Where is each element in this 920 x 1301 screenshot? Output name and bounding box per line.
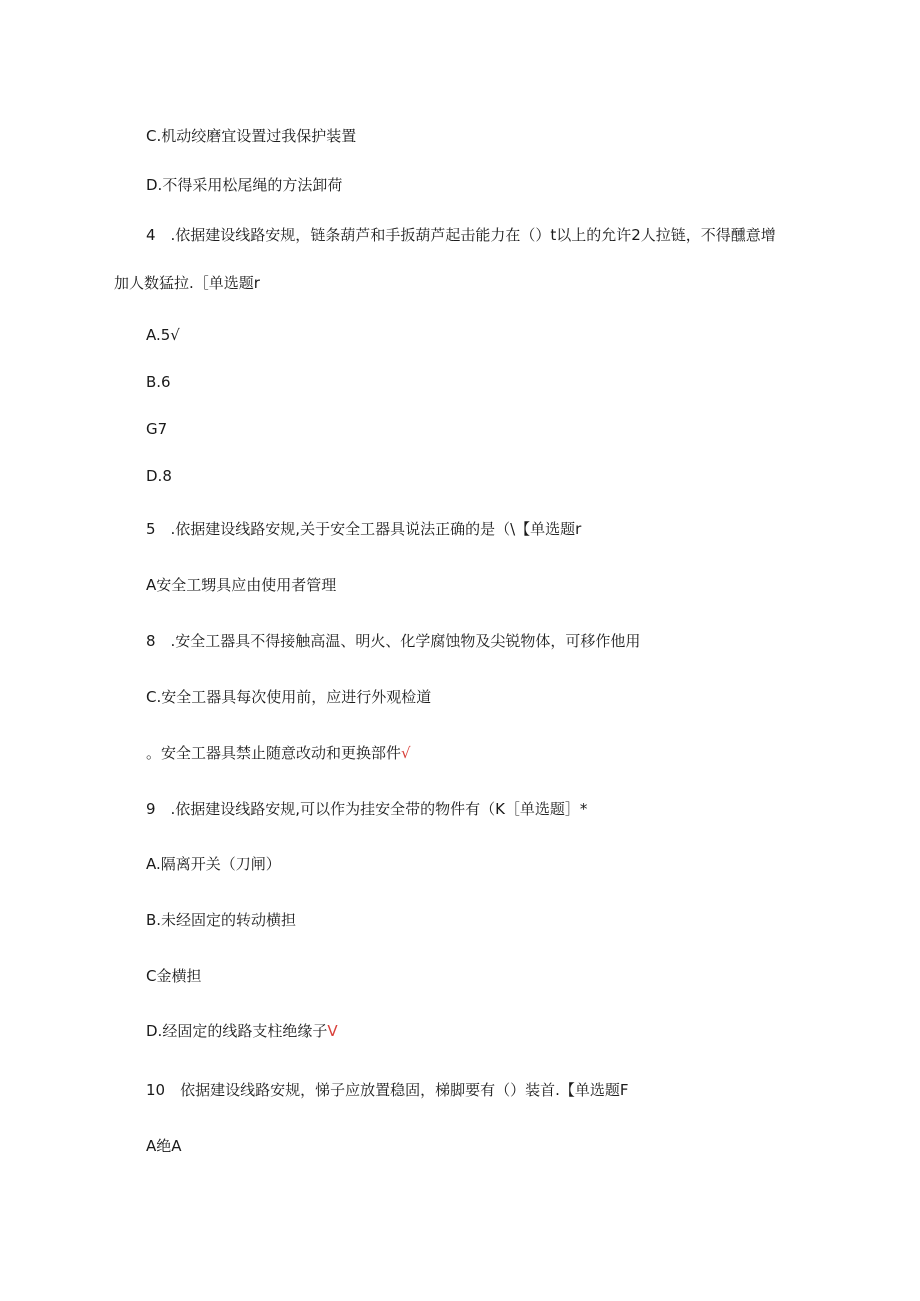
option-b-q9: B.未经固定的转动横担	[146, 911, 297, 929]
answer-check-mark: √	[401, 744, 411, 762]
question-4-line-1: 4 .依据建设线路安规，链条葫芦和手扳葫芦起击能力在（）t以上的允许2人拉链，不得醺意增	[146, 226, 776, 244]
option-c-q3: C.机动绞磨宜设置过我保护装置	[146, 127, 357, 145]
question-10: 10 依据建设线路安规，悌子应放置稳固，梯脚要有（）装首.【单选题F	[146, 1081, 629, 1099]
option-a-q4: A.5√	[146, 326, 180, 344]
option-c-q4: G7	[146, 420, 168, 438]
option-d-q9: D.经固定的线路支柱绝缘子V	[146, 1022, 338, 1040]
question-9: 9 .依据建设线路安规,可以作为挂安全带的物件有（K［单选题］*	[146, 800, 588, 818]
option-a-q5: A安全工甥具应由使用者管理	[146, 576, 337, 594]
option-c-q9: C金横担	[146, 967, 202, 985]
option-d-q4: D.8	[146, 467, 172, 485]
question-4-line-2: 加人数猛拉.［单选题r	[114, 274, 260, 292]
option-d-q3: D.不得采用松尾绳的方法卸荷	[146, 176, 343, 194]
option-a-q10: A绝A	[146, 1137, 182, 1155]
option-b-q4: B.6	[146, 373, 171, 391]
option-d-q5: 。安全工器具禁止随意改动和更换部件√	[146, 744, 411, 762]
question-5: 5 .依据建设线路安规,关于安全工器具说法正确的是（\【单选题r	[146, 520, 582, 538]
option-b-q5: 8 .安全工器具不得接触高温、明火、化学腐蚀物及尖锐物体，可移作他用	[146, 632, 641, 650]
answer-check-mark: V	[327, 1022, 338, 1040]
option-a-q9: A.隔离开关（刀闸）	[146, 855, 281, 873]
option-c-q5: C.安全工器具每次使用前，应进行外观检道	[146, 688, 432, 706]
